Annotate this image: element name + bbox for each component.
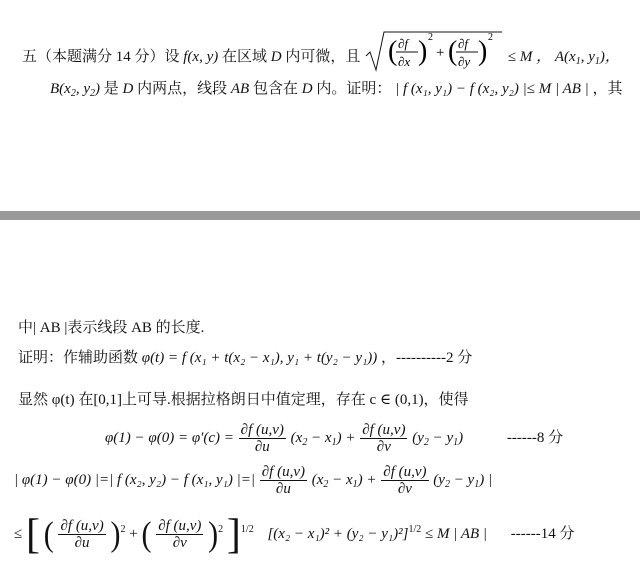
eq2-left: | φ(1) − φ(0) |=| f (x₂, y₂) − f (x₁, y₁) |=| [14, 472, 255, 488]
svg-text:∂x: ∂x [398, 54, 411, 69]
problem-inequality: | f (x₁, y₁) − f (x₂, y₂) |≤ M | AB | [395, 81, 589, 97]
problem-text-3: 是 [103, 81, 119, 97]
solution-line-1: 中| AB |表示线段 AB 的长度. [18, 320, 205, 336]
svg-text:): ) [418, 36, 428, 67]
left-bracket: [ [25, 511, 40, 558]
problem-domain-3: D [301, 81, 313, 97]
point-A: $A(x_1$, $y_1$)， [554, 48, 620, 67]
solution-line-2 [18, 346, 472, 367]
sqrt-expression [364, 30, 504, 85]
eq2-term-2: $(y_2 - y_1)$ | [433, 472, 493, 490]
problem-tail: ，其 [592, 81, 623, 97]
eq1-term-2: $(y_2 - y_1)$ [412, 430, 464, 448]
eq3-le: ≤ [14, 526, 23, 542]
problem-line-2 [50, 78, 623, 105]
svg-text:+: + [436, 45, 445, 61]
problem-text-2: 内可微，且 [285, 48, 361, 65]
problem-line-1 [22, 30, 620, 85]
equation-2 [14, 460, 492, 505]
aux-function: φ(t) = f (x₁ + t(x₂ − x₁), y₁ + t(y₂ − y₁)) [141, 350, 378, 366]
eq1-left: φ(1) − φ(0) = φ′(c) = [105, 430, 234, 446]
svg-text:∂y: ∂y [458, 54, 471, 69]
svg-text:∂f: ∂f [398, 36, 409, 51]
svg-text:): ) [478, 36, 488, 67]
partial-v-fraction-2: $\frac{\partial f (u,v)}{\partial v}$ [383, 464, 427, 498]
problem-domain-2: D [122, 81, 134, 97]
equation-1 [105, 418, 563, 463]
problem-text-5: 包含在 [252, 81, 298, 97]
partial-v-fraction: $\frac{\partial f (u,v)}{\partial v}$ [362, 422, 406, 456]
bound-M: ≤ M ， [507, 48, 552, 65]
page-separator [0, 211, 640, 220]
problem-header: 五（本题满分 14 分）设 [22, 48, 180, 65]
segment-AB: AB [230, 81, 250, 97]
svg-text:2: 2 [428, 32, 434, 43]
sqrt-formula [364, 30, 504, 74]
problem-text-6: 内。证明： [316, 81, 392, 97]
partial-u-fraction-3: $\frac{\partial f (u,v)}{\partial u}$ [60, 518, 104, 552]
svg-text:(: ( [388, 36, 398, 67]
score-2: ，----------2 分 [381, 350, 473, 366]
right-bracket: ] [226, 511, 241, 558]
point-A-label: A(x [554, 48, 576, 65]
problem-text-4: 内两点，线段 [137, 81, 228, 97]
score-14: ------14 分 [510, 526, 575, 542]
partial-u-fraction: $\frac{\partial f (u,v)}{\partial u}$ [240, 422, 284, 456]
problem-domain: D [270, 48, 282, 65]
problem-function: f(x, y) [183, 48, 219, 65]
partial-u-fraction-2: $\frac{\partial f (u,v)}{\partial u}$ [261, 464, 305, 498]
svg-text:(: ( [448, 36, 458, 67]
point-B: $B(x_2$, $y_2$) [50, 81, 100, 99]
svg-text:2: 2 [488, 32, 494, 43]
eq2-term-1: $(x_2 - x_1)$ + [311, 472, 377, 490]
eq3-bound: ≤ M | AB | [425, 526, 488, 542]
score-8: ------8 分 [506, 430, 564, 446]
equation-3: ≤ [ ( $\frac{\partial f (u,v)}{\partial u}$ )$^2$ + ( $\frac{\partial f (u,v)}{\partial v}$ )$^2$ ]$^{1/2}$ $[(x_2 - x_1)^2 + (y_2 - y_1)^2]^{1/2} \le M$ | AB | ------14 分 [14, 511, 575, 558]
solution-line-3: 显然 φ(t) 在[0,1]上可导.根据拉格朗日中值定理，存在 c ∈ (0,1)，使得 [18, 392, 469, 408]
problem-text-1: 在区域 [222, 48, 268, 65]
eq3-distance: [(x₂ − x₁)² + (y₂ − y₁)²] [267, 526, 409, 542]
proof-intro: 证明：作辅助函数 [18, 350, 139, 366]
eq1-term-1: $(x_2 - x_1)$ + [290, 430, 356, 448]
svg-text:∂f: ∂f [458, 36, 469, 51]
partial-v-fraction-3: $\frac{\partial f (u,v)}{\partial v}$ [158, 518, 202, 552]
